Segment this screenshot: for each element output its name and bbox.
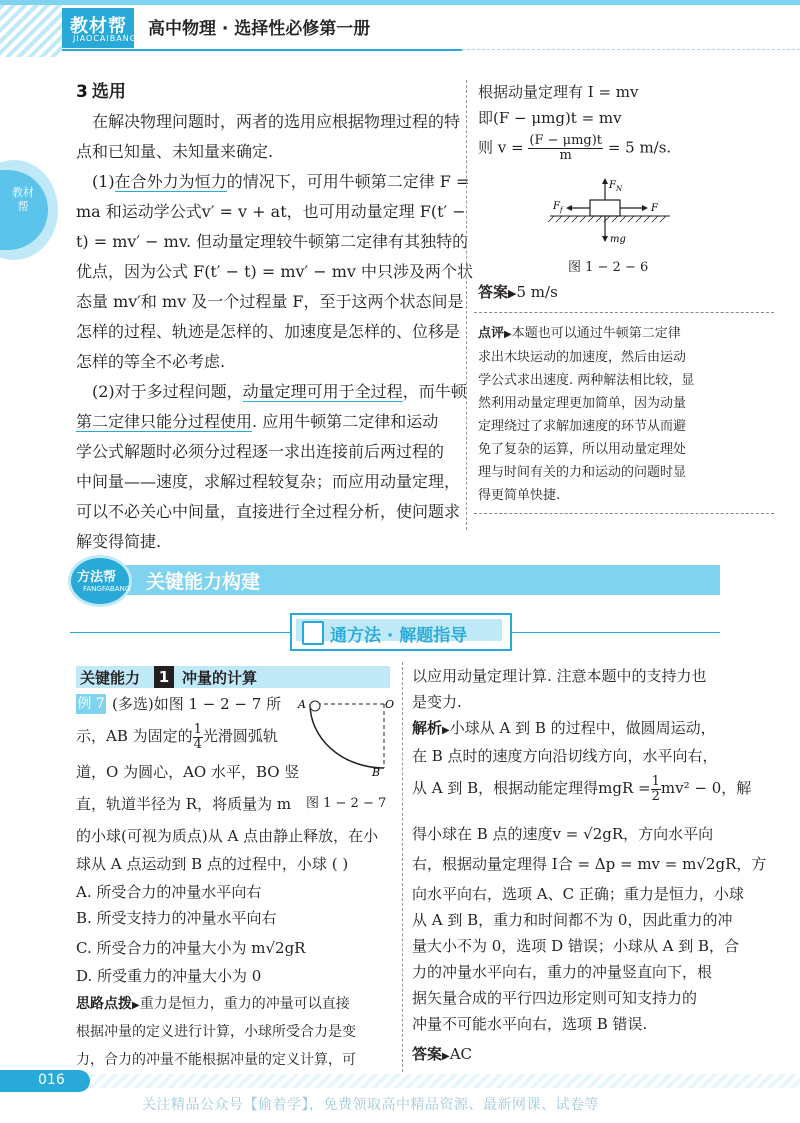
question-line <box>76 722 278 752</box>
text-span: 从 A 到 B，根据动能定理得mgR = <box>412 779 651 797</box>
point-label-o: O <box>385 698 395 711</box>
force-label-gravity: mg <box>610 234 626 245</box>
option-b: B. 所受支持力的冲量水平向右 <box>76 909 277 927</box>
header-logo <box>62 8 137 48</box>
header-bar <box>0 0 800 5</box>
fraction-denominator: 4 <box>193 736 202 752</box>
ability-number: 1 <box>154 666 174 688</box>
paragraph-line: 可以不必关心中间量，直接进行全过程分析，使问题求 <box>76 502 461 521</box>
solution-line: 是变力. <box>412 693 462 711</box>
analysis-line: 从 A 到 B，重力和时间都不为 0，因此重力的冲 <box>412 911 733 929</box>
text-span: (2)对于多过程问题， <box>92 382 243 401</box>
hint-line: 根据冲量的定义进行计算，小球所受合力是变 <box>76 1024 356 1040</box>
paragraph-line: 解变得简捷. <box>76 532 162 551</box>
fraction-numerator: 1 <box>193 721 202 737</box>
answer-label: 答案 <box>412 1045 443 1063</box>
force-label-friction-sub: f <box>560 206 563 214</box>
paragraph-line: 优点，因为公式 F(t′ − t) = mv′ − mv 中只涉及两个状 <box>76 262 474 281</box>
answer-line <box>478 282 558 304</box>
text-span: mv² − 0，解 <box>660 779 752 797</box>
option-a: A. 所受合力的冲量水平向右 <box>76 883 262 901</box>
analysis-line <box>412 774 751 804</box>
section-heading <box>76 77 126 102</box>
page-header-title: 高中物理 · 选择性必修第一册 <box>148 19 371 39</box>
method-badge-text: 方法帮 <box>77 570 117 585</box>
paragraph-line: t) = mv′ − mv. 但动量定理较牛顿第二定律有其独特的 <box>76 232 469 251</box>
remark-line: 理与时间有关的力和运动的问题时显 <box>478 465 687 480</box>
text-span: 小球从 A 到 B 的过程中，做圆周运动， <box>449 719 716 737</box>
text-span: 本题也可以通过牛顿第二定律 <box>511 326 681 341</box>
hint-label: 思路点拨 <box>76 996 132 1012</box>
point-label-b: B <box>372 766 381 779</box>
page-number: 016 <box>38 1072 65 1088</box>
analysis-line: 冲量不可能水平向右，选项 B 错误. <box>412 1015 648 1033</box>
ability-title: 冲量的计算 <box>182 669 258 687</box>
remark-line: 然利用动量定理更加简单，因为动量 <box>478 396 687 411</box>
paragraph-line: 在解决物理问题时，两者的选用应根据物理过程的特 <box>92 112 461 131</box>
triangle-icon: ▶ <box>442 725 450 736</box>
hint-line <box>76 990 350 1020</box>
remark-line <box>478 322 774 346</box>
question-line: 道，O 为圆心，AO 水平，BO 竖 <box>76 763 300 781</box>
question-line: 直，轨道半径为 R，将质量为 m <box>76 795 292 813</box>
logo-text: 教材帮 <box>70 16 127 37</box>
column-divider <box>466 80 467 530</box>
remark <box>478 322 774 507</box>
force-label-normal: F <box>609 180 616 191</box>
analysis-label: 解析 <box>412 719 443 737</box>
side-tab-label: 教材帮 <box>12 186 34 213</box>
solution-line: 根据动量定理有 I = mv <box>478 83 639 101</box>
fraction-numerator: 1 <box>651 773 660 789</box>
answer-value: 5 m/s <box>516 283 558 301</box>
answer-value: AC <box>449 1045 473 1063</box>
section-title: 选用 <box>91 82 126 102</box>
footer-note: 关注精品公众号【偷着学】，免费领取高中精品资源、最新网课、试卷等 <box>142 1097 599 1113</box>
solution-line: 即(F − μmg)t = mv <box>478 109 622 127</box>
paragraph-line: 学公式解题时必须分过程逐一求出连接前后两过程的 <box>76 442 445 461</box>
fraction <box>651 775 661 804</box>
question-line: (多选)如图 1 − 2 − 7 所 <box>112 695 282 713</box>
text-span: 示，AB 为固定的 <box>76 727 193 745</box>
remark-line: 免了复杂的运算，所以用动量定理处 <box>478 442 687 457</box>
fraction-denominator: 2 <box>651 788 660 804</box>
triangle-icon: ▶ <box>132 1000 140 1011</box>
header-stripe <box>0 5 62 57</box>
answer-line <box>412 1040 472 1071</box>
notepad-icon <box>302 621 324 645</box>
triangle-icon: ▶ <box>442 1051 450 1062</box>
method-badge-subtext: FANGFABANG <box>83 585 131 593</box>
paragraph-line: 态量 mv′和 mv 及一个过程量 F，至于这两个状态间是 <box>76 292 464 311</box>
example-badge: 例 7 <box>77 696 105 712</box>
section-number: 3 <box>76 82 88 102</box>
option-d: D. 所受重力的冲量大小为 0 <box>76 967 262 985</box>
text-span: 重力是恒力，重力的冲量可以直接 <box>139 996 350 1012</box>
analysis-line: 向水平向右，选项 A、C 正确；重力是恒力，小球 <box>412 885 744 903</box>
analysis-line <box>412 714 716 745</box>
remark-line: 定理绕过了求解加速度的环节从而避 <box>478 419 687 434</box>
footer-stripe <box>0 1074 800 1088</box>
underlined-text: 第二定律只能分过程使用 <box>76 412 253 431</box>
option-c: C. 所受合力的冲量大小为 m√2gR <box>76 939 306 957</box>
paragraph-line <box>92 168 469 196</box>
triangle-icon: ▶ <box>504 329 512 340</box>
point-label-a: A <box>298 698 306 711</box>
analysis-line: 据矢量合成的平行四边形定则可知支持力的 <box>412 989 698 1007</box>
paragraph-line: ma 和运动学公式v′ = v + at，也可用动量定理 F(t′ − <box>76 202 466 221</box>
answer-label: 答案 <box>478 283 509 301</box>
question-line: 的小球(可视为质点)从 A 点由静止释放，在小 <box>76 827 379 845</box>
paragraph-line: 怎样的过程、轨迹是怎样的、加速度是怎样的、位移是 <box>76 322 461 341</box>
paragraph-line: 点和已知量、未知量来确定. <box>76 142 274 161</box>
underlined-text: 在合外力为恒力 <box>114 172 227 191</box>
method-badge <box>68 555 132 607</box>
method-banner-title: 关键能力构建 <box>146 571 261 593</box>
paragraph-line: 怎样的等全不必考虑. <box>76 352 226 371</box>
text-span: 光滑圆弧轨 <box>202 727 278 745</box>
fraction-denominator: m <box>559 148 572 163</box>
analysis-line: 得小球在 B 点的速度v = √2gR，方向水平向 <box>412 825 714 843</box>
underlined-text: 动量定理可用于全过程 <box>242 382 403 401</box>
ability-label: 关键能力 <box>80 669 141 687</box>
analysis-line: 在 B 点时的速度方向沿切线方向，水平向右， <box>412 747 718 765</box>
figure-caption: 图 1 − 2 − 7 <box>306 796 387 811</box>
header-rule-dashed <box>462 49 800 51</box>
fraction <box>193 723 203 752</box>
text-span: . 应用牛顿第二定律和运动 <box>252 412 439 431</box>
analysis-line: 右，根据动量定理得 I合 = Δp = mv = m√2gR，方 <box>412 855 767 873</box>
text-span: ，而牛顿 <box>402 382 467 401</box>
header-rule <box>62 49 462 51</box>
force-label-friction: F <box>553 201 560 212</box>
force-label-normal-sub: N <box>616 185 623 193</box>
figure-caption: 图 1 − 2 − 6 <box>568 260 649 275</box>
method-subtitle-box <box>290 613 512 651</box>
arc-diagram <box>296 694 395 780</box>
logo-subtext: JIAOCAIBANG <box>73 34 137 43</box>
method-subtitle: 通方法 · 解题指导 <box>330 626 468 646</box>
text-span: 则 v = <box>478 138 524 157</box>
text-span: 的情况下，可用牛顿第二定律 F = <box>226 172 470 191</box>
list-marker: (1) <box>92 172 115 191</box>
fraction <box>528 134 603 163</box>
solution-line: 以应用动量定理计算. 注意本题中的支持力也 <box>412 667 707 685</box>
analysis-line: 力的冲量水平向右，重力的冲量竖直向下，根 <box>412 963 713 981</box>
remark-label: 点评 <box>478 326 505 341</box>
analysis-line: 量大小不为 0，选项 D 错误；小球从 A 到 B，合 <box>412 937 740 955</box>
force-diagram <box>540 176 690 254</box>
paragraph-line <box>76 408 438 436</box>
solution-formula <box>478 134 671 163</box>
text-span: = 5 m/s. <box>607 138 672 157</box>
question-line: 球从 A 点运动到 B 点的过程中，小球 ( ) <box>76 855 349 873</box>
remark-line: 学公式求出速度. 两种解法相比较，显 <box>478 373 695 388</box>
remark-line: 求出木块运动的加速度，然后由运动 <box>478 350 687 365</box>
triangle-icon: ▶ <box>508 287 517 300</box>
column-divider <box>402 662 403 1072</box>
paragraph-line <box>92 378 467 406</box>
force-label-applied: F <box>651 203 658 214</box>
hint-line: 力，合力的冲量不能根据冲量的定义计算，可 <box>76 1052 356 1068</box>
paragraph-line: 中间量——速度，求解过程较复杂；而应用动量定理， <box>76 472 461 491</box>
remark-line: 得更简单快捷. <box>478 488 561 503</box>
fraction-numerator: (F − μmg)t <box>529 133 603 148</box>
